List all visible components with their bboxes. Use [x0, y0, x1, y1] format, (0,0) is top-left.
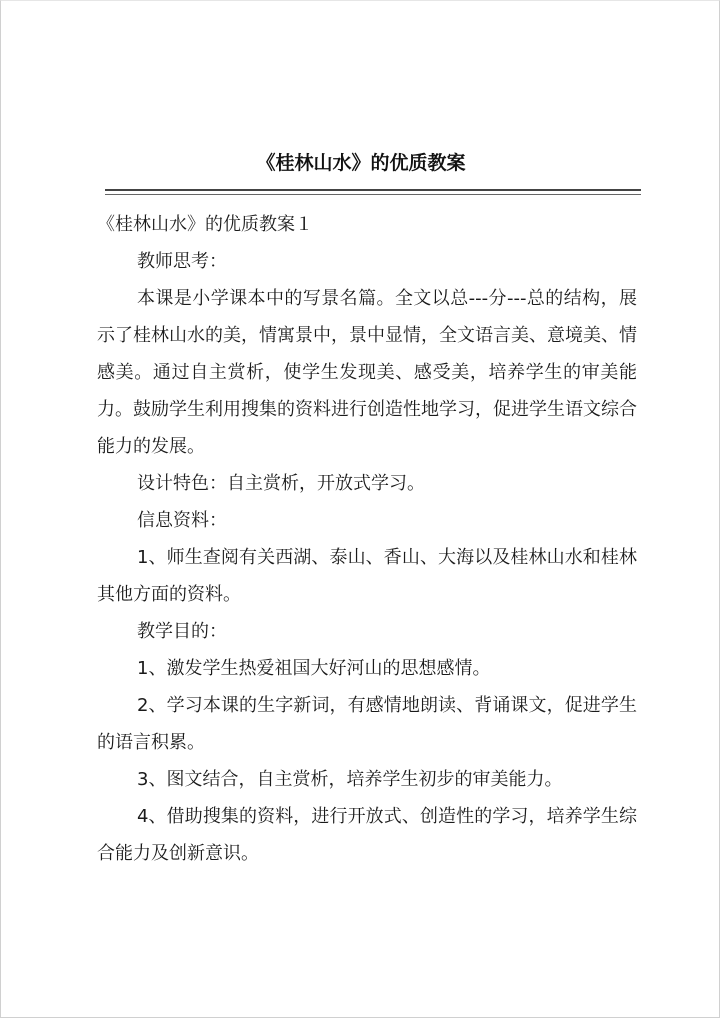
paragraph-teacher-thoughts: 本课是小学课本中的写景名篇。全文以总---分---总的结构，展示了桂林山水的美，情寓景中，景中显情，全文语言美、意境美、情感美。通过自主赏析，使学生发现美、感受美，培养学生的审美能力。鼓励学生利用搜集的资料进行创造性地学习，促进学生语文综合能力的发展。	[97, 288, 637, 457]
paragraph-info-item-1: 1、师生查阅有关西湖、泰山、香山、大海以及桂林山水和桂林其他方面的资料。	[97, 547, 637, 605]
paragraph-info-label: 信息资料：	[137, 510, 227, 531]
paragraph-design-features: 设计特色：自主赏析，开放式学习。	[137, 473, 425, 494]
document-body	[97, 206, 637, 872]
paragraph-teacher-thoughts-label: 教师思考：	[137, 251, 227, 272]
paragraph-goal-4: 4、借助搜集的资料，进行开放式、创造性的学习，培养学生综合能力及创新意识。	[97, 806, 637, 864]
paragraph-goal-1: 1、激发学生热爱祖国大好河山的思想感情。	[137, 658, 491, 679]
title-divider-thin	[105, 194, 641, 195]
paragraph-goal-2: 2、学习本课的生字新词，有感情地朗读、背诵课文，促进学生的语言积累。	[97, 695, 637, 753]
paragraph-goal-3: 3、图文结合，自主赏析，培养学生初步的审美能力。	[137, 769, 563, 790]
paragraph-goals-label: 教学目的：	[137, 621, 227, 642]
document-title: 《桂林山水》的优质教案	[256, 152, 466, 174]
title-divider-thick	[105, 189, 641, 191]
section-heading: 《桂林山水》的优质教案１	[97, 214, 313, 235]
